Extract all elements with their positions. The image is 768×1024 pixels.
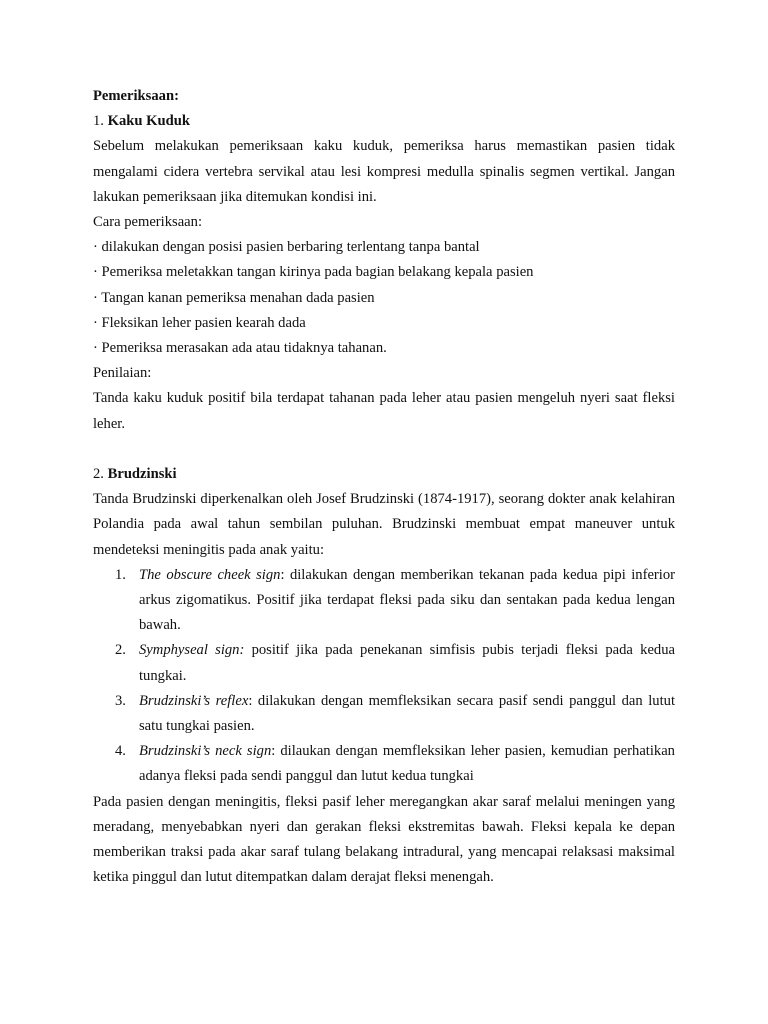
- document-title: Pemeriksaan:: [93, 88, 179, 104]
- sign-description: positif jika pada penekanan simfisis pubis terjadi fleksi pada kedua tungkai.: [139, 642, 675, 684]
- section2-number: 2.: [93, 466, 104, 483]
- section2-heading-line: [93, 462, 675, 487]
- section2-closing: Pada pasien dengan meningitis, fleksi pasif leher meregangkan akar saraf melalui meningen yang meradang, menyebabkan nyeri dan gerakan fleksi ekstremitas bawah. Fleksi kepala ke depan memberikan traksi pada akar saraf tulang belakang intradural, yang mencapai relaksasi maksimal ketika pinggul dan lutut ditempatkan dalam derajat fleksi menengah.: [93, 793, 675, 886]
- list-item: [93, 739, 675, 789]
- method-step: · Pemeriksa merasakan ada atau tidaknya tahanan.: [93, 340, 387, 357]
- method-label: Cara pemeriksaan:: [93, 214, 202, 231]
- assessment-label: Penilaian:: [93, 365, 152, 382]
- sign-term: Symphyseal sign:: [139, 642, 245, 659]
- method-step: · Tangan kanan pemeriksa menahan dada pasien: [93, 289, 375, 306]
- method-step: · Fleksikan leher pasien kearah dada: [93, 314, 306, 331]
- section1-number: 1.: [93, 113, 104, 130]
- brudzinski-signs-list: [93, 563, 675, 790]
- sign-term: The obscure cheek sign: [139, 566, 281, 583]
- list-item-number: 2.: [115, 642, 126, 659]
- sign-description: : dilakukan dengan memberikan tekanan pada kedua pipi inferior arkus zigomatikus. Positif jika terdapat fleksi pada siku dan sentakan pada kedua lengan bawah.: [139, 566, 675, 634]
- list-item-number: 3.: [115, 692, 126, 709]
- list-item-number: 1.: [115, 566, 126, 583]
- method-step: · dilakukan dengan posisi pasien berbaring terlentang tanpa bantal: [93, 239, 480, 256]
- sign-description: : dilaukan dengan memfleksikan leher pasien, kemudian perhatikan adanya fleksi pada sendi panggul dan lutut kedua tungkai: [139, 743, 675, 785]
- list-item-number: 4.: [115, 743, 126, 760]
- sign-description: : dilakukan dengan memfleksikan secara pasif sendi panggul dan lutut satu tungkai pasien.: [139, 692, 675, 735]
- list-item: [93, 638, 675, 688]
- section1-heading-line: [93, 109, 675, 134]
- sign-term: Brudzinski’s neck sign: [139, 743, 272, 760]
- section-spacer: [93, 437, 675, 462]
- list-item: [93, 689, 675, 739]
- list-item: [93, 563, 675, 639]
- section2-intro: Tanda Brudzinski diperkenalkan oleh Josef Brudzinski (1874-1917), seorang dokter anak kelahiran Polandia pada awal tahun sembilan puluhan. Brudzinski membuat empat maneuver untuk mendeteksi meningitis pada anak yaitu:: [93, 491, 675, 558]
- section1-intro: Sebelum melakukan pemeriksaan kaku kuduk, pemeriksa harus memastikan pasien tidak mengalami cidera vertebra servikal atau lesi kompresi medulla spinalis segmen vertikal. Jangan lakukan pemeriksaan jika ditemukan kondisi ini.: [93, 138, 675, 205]
- sign-term: Brudzinski’s reflex: [139, 692, 249, 709]
- section2-heading: Brudzinski: [107, 466, 177, 483]
- method-step: · Pemeriksa meletakkan tangan kirinya pada bagian belakang kepala pasien: [93, 264, 534, 281]
- section1-heading: Kaku Kuduk: [107, 113, 190, 130]
- assessment-text: Tanda kaku kuduk positif bila terdapat tahanan pada leher atau pasien mengeluh nyeri saat fleksi leher.: [93, 390, 675, 432]
